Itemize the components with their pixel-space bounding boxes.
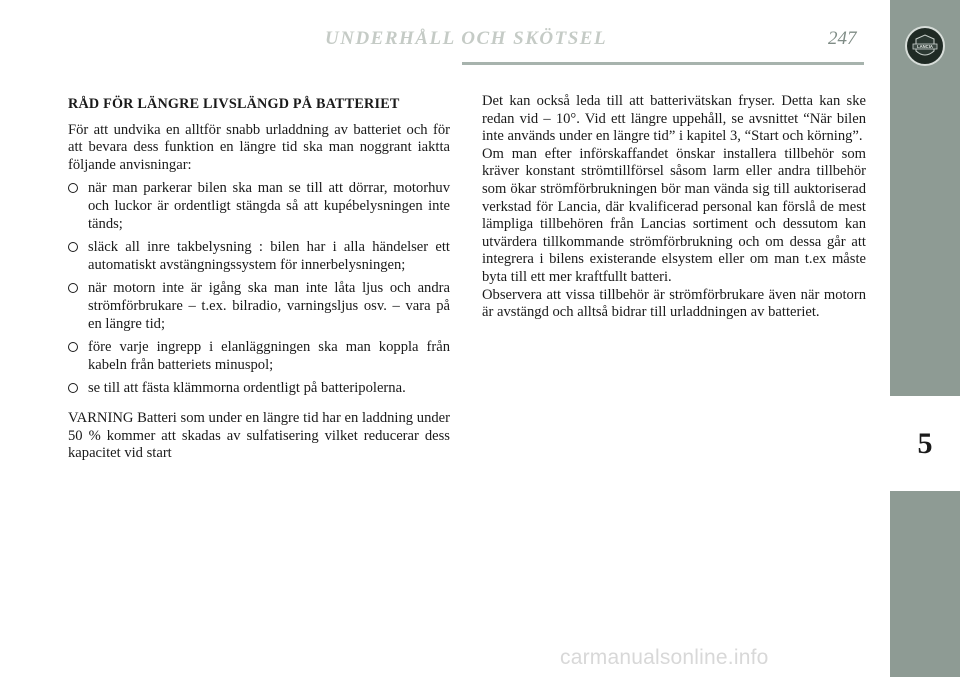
logo-text: LANCIA <box>917 44 933 49</box>
right-column <box>482 93 866 322</box>
header-rule <box>462 62 864 65</box>
list-item-text: när motorn inte är igång ska man inte låta ljus och andra strömförbrukare – t.ex. bilradio, varningsljus osv. – vara på en längre tid; <box>88 280 450 332</box>
circle-bullet-icon <box>68 242 78 252</box>
advice-list <box>68 180 450 398</box>
list-item-text: när man parkerar bilen ska man se till att dörrar, motorhuv och luckor är ordentligt stängda så att kupébelysningen inte tänds; <box>88 180 450 232</box>
paragraph: Observera att vissa tillbehör är strömförbrukare även när motorn är avstängd och alltså bidrar till urladdningen av batteriet. <box>482 286 866 321</box>
list-item <box>68 339 450 374</box>
list-item <box>68 180 450 233</box>
circle-bullet-icon <box>68 383 78 393</box>
list-item <box>68 380 450 398</box>
lancia-logo-icon <box>905 26 945 66</box>
circle-bullet-icon <box>68 342 78 352</box>
section-heading: RÅD FÖR LÄNGRE LIVSLÄNGD PÅ BATTERIET <box>68 96 400 112</box>
list-item <box>68 239 450 274</box>
list-item-text: före varje ingrepp i elanläggningen ska man koppla från kabeln från batteriets minuspol; <box>88 339 450 373</box>
list-item-text: se till att fästa klämmorna ordentligt på batteripolerna. <box>88 380 406 397</box>
list-item <box>68 280 450 333</box>
warning-paragraph: VARNING Batteri som under en längre tid har en laddning under 50 % kommer att skadas av sulfatisering vilket reducerar dess kapacitet vid start <box>68 409 450 462</box>
paragraph: Det kan också leda till att batterivätskan fryser. Detta kan ske redan vid – 10°. Vid ett längre uppehåll, se avsnittet “När bilen inte används under en längre tid” i kapitel 3, “Start och körning”. <box>482 93 866 145</box>
left-column <box>68 96 450 463</box>
page-number: 247 <box>828 28 857 49</box>
running-header-title: UNDERHÅLL OCH SKÖTSEL <box>325 28 608 49</box>
chapter-side-tab <box>890 0 960 677</box>
intro-paragraph: För att undvika en alltför snabb urladdning av batteriet och för att bevara dess funktion en längre tid ska man noggrant iaktta följande anvisningar: <box>68 121 450 173</box>
watermark: carmanualsonline.info <box>560 646 769 669</box>
list-item-text: släck all inre takbelysning : bilen har i alla händelser ett automatiskt avstängningssystem för innerbelysningen; <box>88 239 450 273</box>
circle-bullet-icon <box>68 183 78 193</box>
chapter-number: 5 <box>890 396 960 491</box>
circle-bullet-icon <box>68 283 78 293</box>
paragraph: Om man efter införskaffandet önskar installera tillbehör som kräver konstant strömtillförsel såsom larm eller andra tillbehör som ökar strömförbrukningen bör man vända sig till auktoriserad verkstad för Lancia, där kvalificerad personal kan förslå de mest lämpliga tillbehören från Lancias sortiment och dessutom kan utvärdera tillkommande strömförbrukning och om dessa går att integrera i bilens existerande elsystem eller om man t.ex måste byta till ett mer kraftfullt batteri. <box>482 145 866 285</box>
